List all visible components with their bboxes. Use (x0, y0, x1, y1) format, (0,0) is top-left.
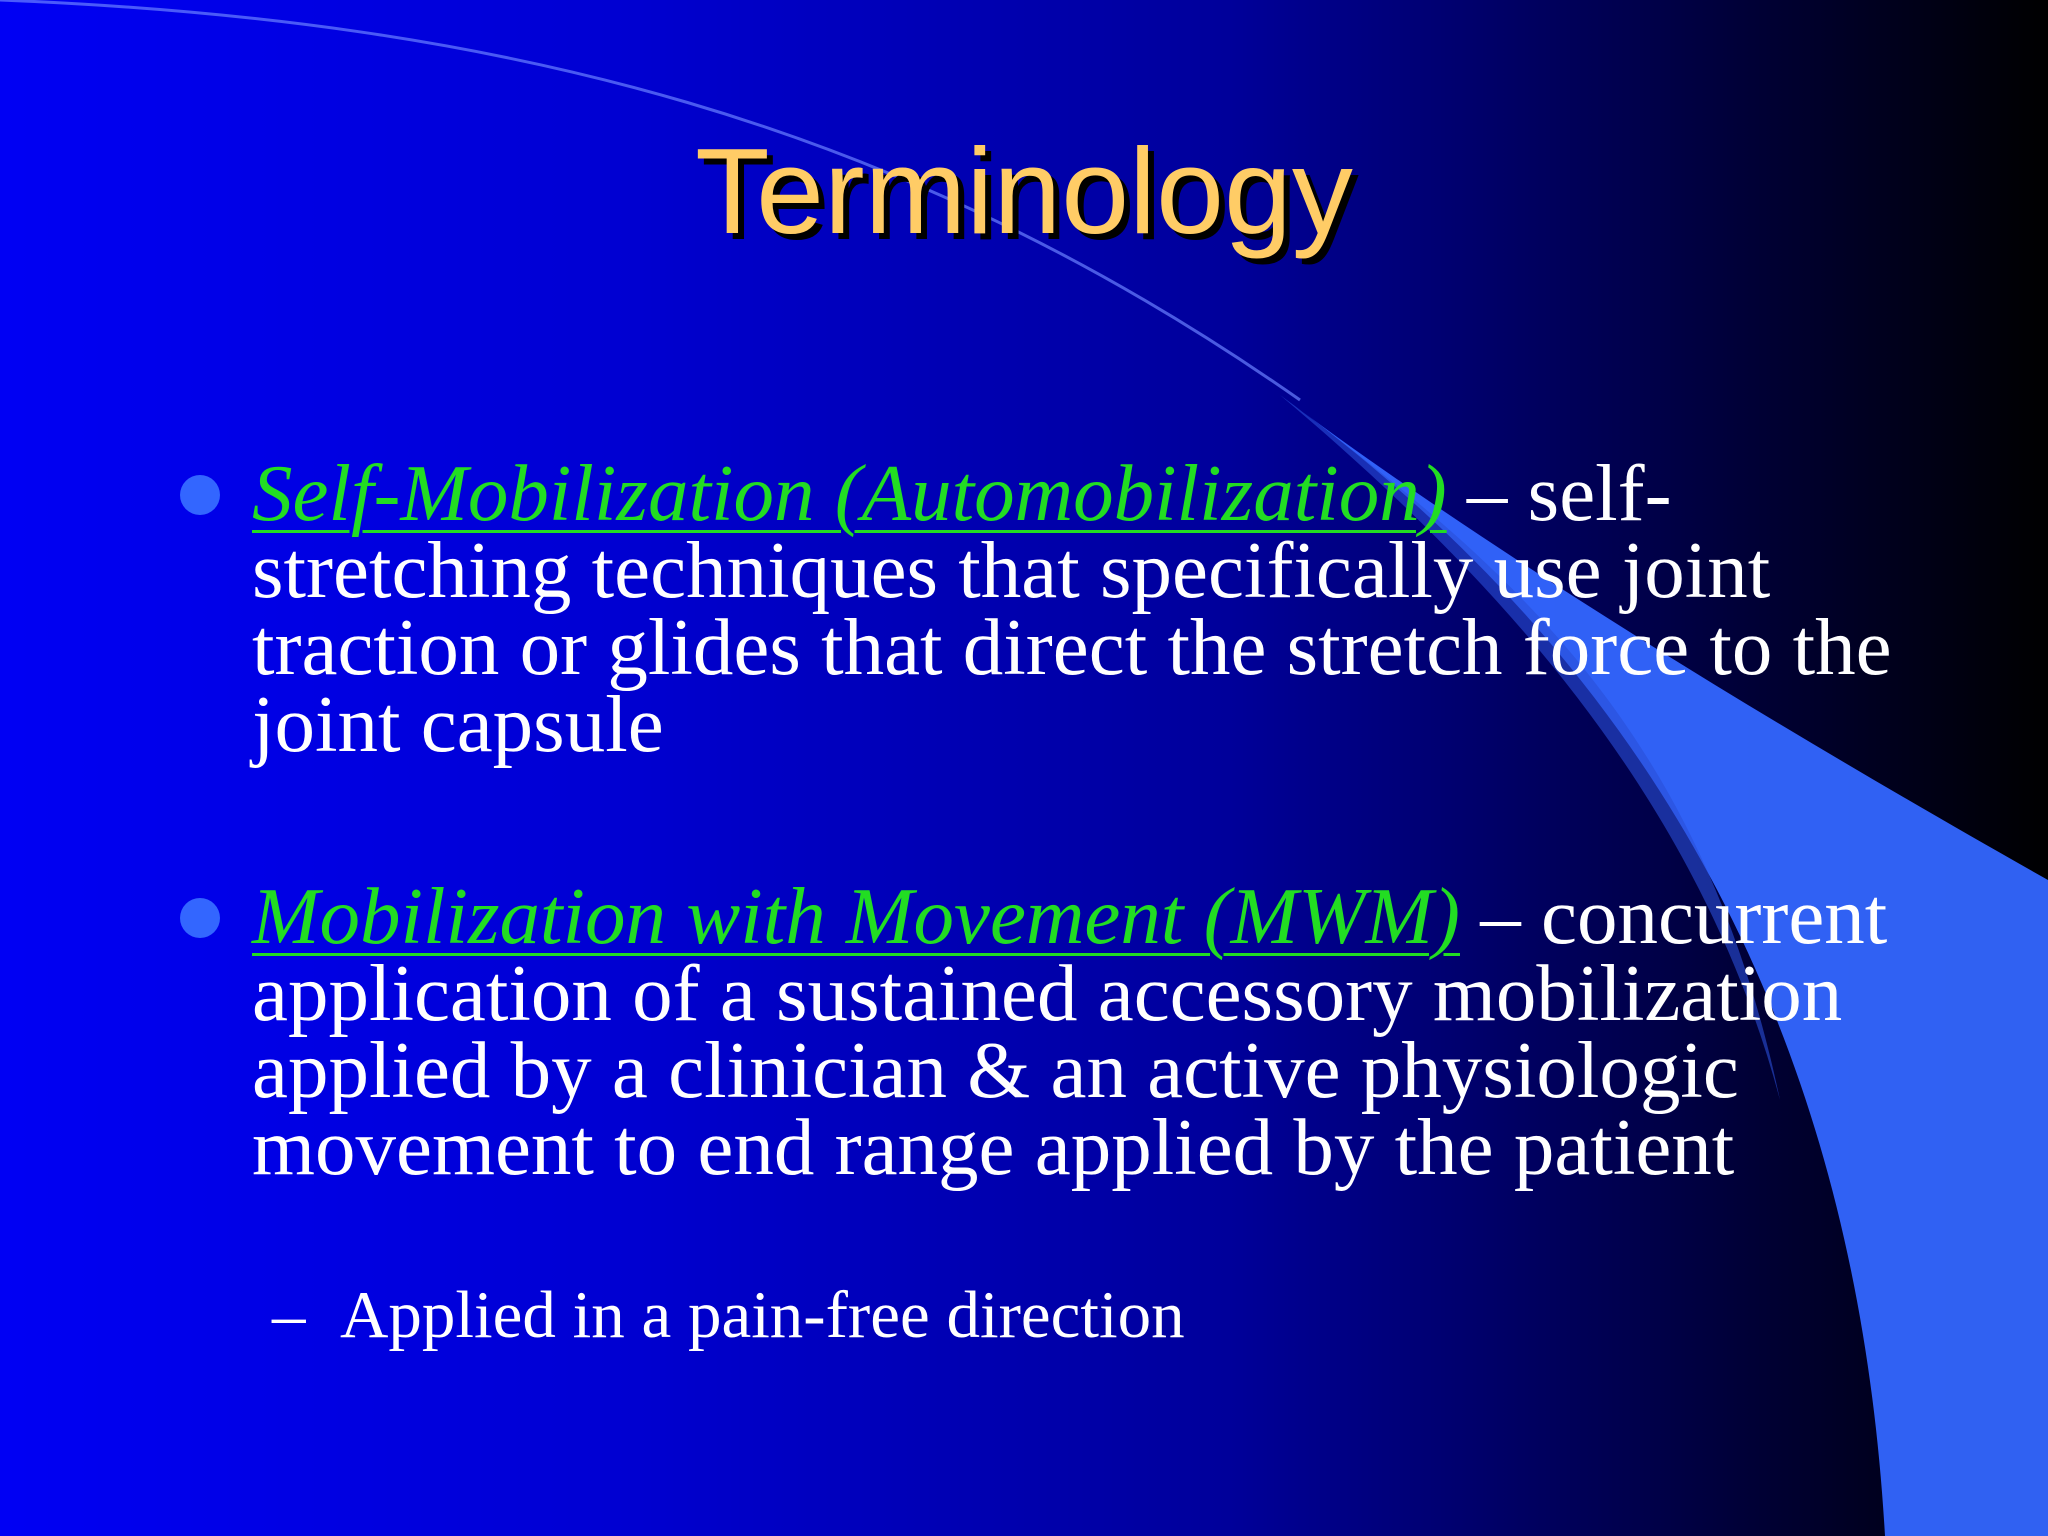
term-link[interactable]: Mobilization with Movement (MWM) (252, 871, 1460, 961)
dash-marker: – (272, 1278, 306, 1352)
term-link[interactable]: Self-Mobilization (Automobilization) (252, 448, 1447, 538)
bullet-dot-icon (180, 898, 220, 938)
bullet-dot-icon (180, 475, 220, 515)
definition-text: – self-stretching techniques that specifically use joint traction or glides that direct the stretch force to the joint capsule (252, 448, 1892, 769)
sub-bullet-text: Applied in a pain-free direction (340, 1278, 1185, 1352)
sub-bullet-item (272, 1277, 1185, 1354)
bullet-item (252, 448, 1892, 769)
definition-text: – concurrent application of a sustained accessory mobilization applied by a clinician & an active physiologic movement to end range applied by the patient (252, 871, 1888, 1192)
bullet-item (252, 871, 1892, 1192)
slide-title: Terminology (695, 123, 1353, 259)
